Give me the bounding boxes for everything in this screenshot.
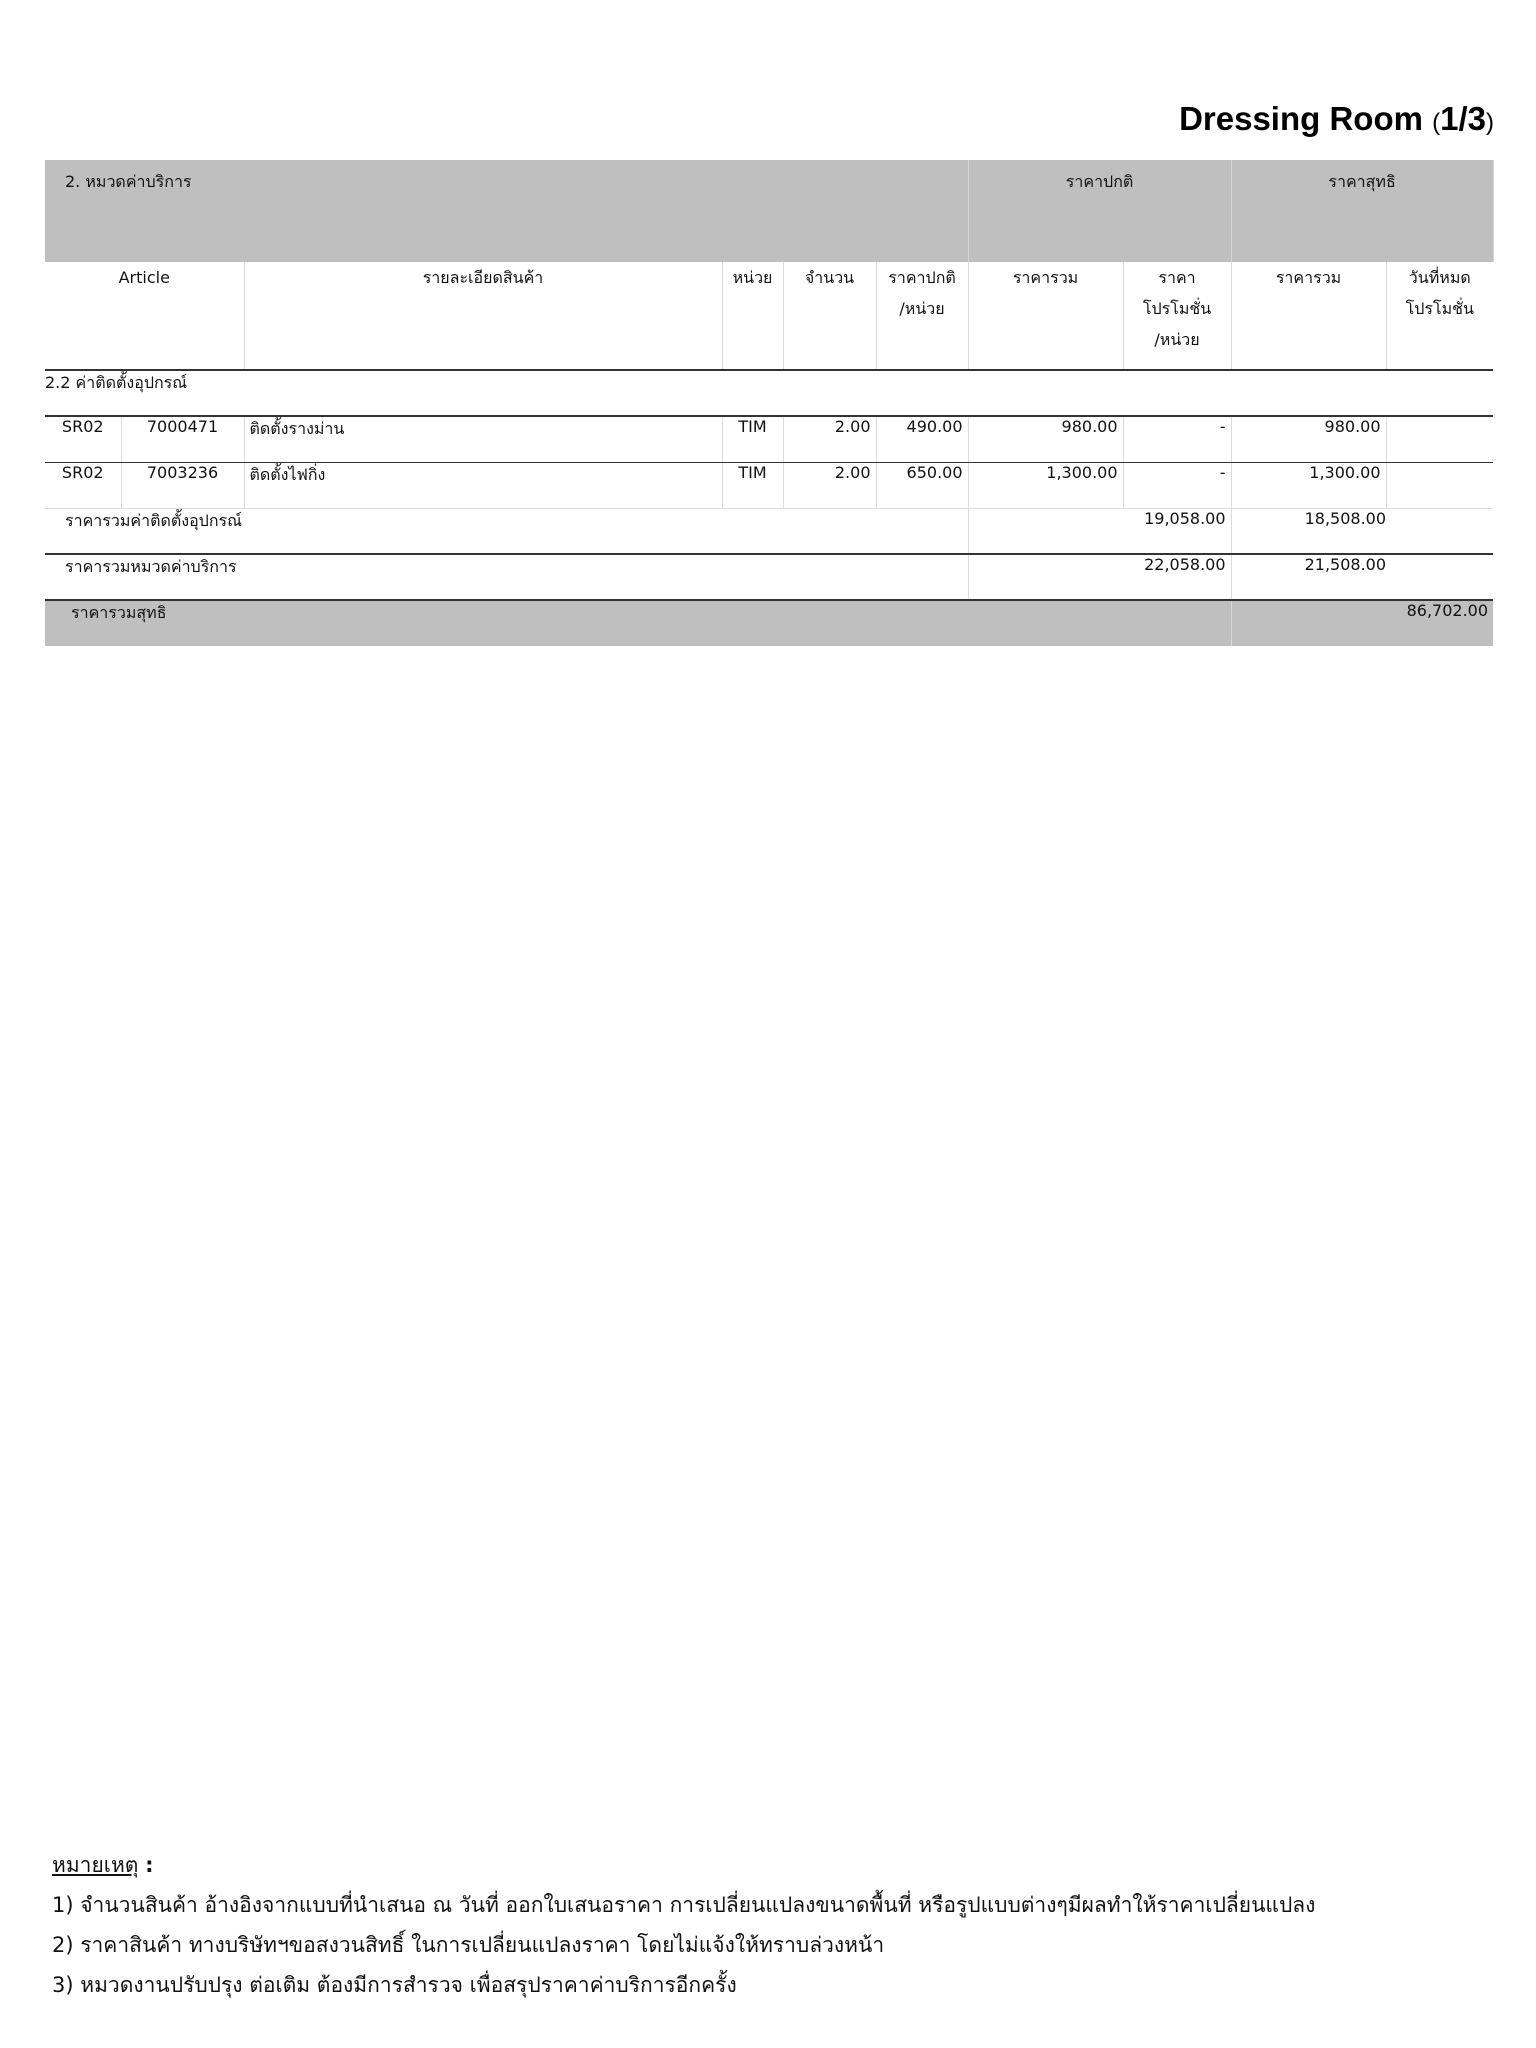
row-promo: - xyxy=(1123,462,1231,508)
row-promo-end xyxy=(1386,416,1493,462)
note-item-1: 1) จำนวนสินค้า อ้างอิงจากแบบที่นำเสนอ ณ วันที่ ออกใบเสนอราคา การเปลี่ยนแปลงขนาดพื้นที่ หรือรูปแบบต่างๆมีผลทำให้ราคาเปลี่ยนแปลง xyxy=(52,1893,1316,1917)
row-qty: 2.00 xyxy=(783,462,876,508)
subtotal-install-row xyxy=(45,508,1493,554)
row-article: 7003236 xyxy=(121,462,244,508)
grand-total-label: ราคารวมสุทธิ xyxy=(45,600,1231,646)
grand-total-row xyxy=(45,600,1493,646)
col-promo-line3: /หน่วย xyxy=(1154,330,1200,349)
row-qty: 2.00 xyxy=(783,416,876,462)
title-paren-close: ) xyxy=(1486,109,1494,136)
title-page: 1/3 xyxy=(1440,100,1486,137)
row-total: 980.00 xyxy=(968,416,1123,462)
table-row xyxy=(45,416,1493,462)
row-description: ติดตั้งรางม่าน xyxy=(244,416,722,462)
row-site: SR02 xyxy=(45,416,121,462)
row-net-total: 980.00 xyxy=(1231,416,1386,462)
note-item-3: 3) หมวดงานปรับปรุง ต่อเติม ต้องมีการสำรวจ เพื่อสรุปราคาค่าบริการอีกครั้ง xyxy=(52,1973,737,1997)
notes-heading-line xyxy=(52,1845,1315,1885)
subsection-label: 2.2 ค่าติดตั้งอุปกรณ์ xyxy=(45,370,1493,416)
row-unit: TIM xyxy=(722,416,783,462)
col-total-net: ราคารวม xyxy=(1231,262,1386,370)
col-promo-price xyxy=(1123,262,1231,370)
row-promo: - xyxy=(1123,416,1231,462)
subsection-row xyxy=(45,370,1493,416)
row-article: 7000471 xyxy=(121,416,244,462)
col-unit: หน่วย xyxy=(722,262,783,370)
col-promo-end-line2: โปรโมชั่น xyxy=(1405,299,1474,318)
col-promo-line1: ราคา xyxy=(1158,268,1196,287)
quotation-table xyxy=(45,160,1494,646)
column-header-row xyxy=(45,262,1493,370)
row-site: SR02 xyxy=(45,462,121,508)
page-title xyxy=(1179,100,1494,138)
note-item-2: 2) ราคาสินค้า ทางบริษัทฯขอสงวนสิทธิ์ ในการเปลี่ยนแปลงราคา โดยไม่แจ้งให้ทราบล่วงหน้า xyxy=(52,1933,885,1957)
notes-colon: : xyxy=(145,1853,154,1877)
row-promo-end xyxy=(1386,462,1493,508)
header-group-row xyxy=(45,160,1493,262)
subtotal-install-normal: 19,058.00 xyxy=(968,508,1231,554)
col-total-normal: ราคารวม xyxy=(968,262,1123,370)
title-paren-open: ( xyxy=(1432,109,1441,136)
subtotal-install-net-value: 18,508.00 xyxy=(1304,508,1387,528)
subtotal-service-label: ราคารวมหมวดค่าบริการ xyxy=(45,554,968,600)
col-unit-price-line2: /หน่วย xyxy=(899,299,945,318)
subtotal-service-net xyxy=(1231,554,1493,600)
table-row xyxy=(45,462,1493,508)
col-promo-end xyxy=(1386,262,1493,370)
row-unit-price: 650.00 xyxy=(876,462,968,508)
subtotal-service-row xyxy=(45,554,1493,600)
row-unit-price: 490.00 xyxy=(876,416,968,462)
subtotal-install-net xyxy=(1231,508,1493,554)
row-net-total: 1,300.00 xyxy=(1231,462,1386,508)
group-net-price: ราคาสุทธิ xyxy=(1231,160,1493,262)
section-label: 2. หมวดค่าบริการ xyxy=(45,160,968,262)
notes-section xyxy=(52,1845,1315,2005)
notes-heading: หมายเหตุ xyxy=(52,1853,139,1877)
row-total: 1,300.00 xyxy=(968,462,1123,508)
subtotal-service-net-value: 21,508.00 xyxy=(1304,555,1387,574)
col-description: รายละเอียดสินค้า xyxy=(244,262,722,370)
col-article: Article xyxy=(45,262,244,370)
title-main: Dressing Room xyxy=(1179,100,1423,137)
row-unit: TIM xyxy=(722,462,783,508)
grand-total-value: 86,702.00 xyxy=(1406,601,1489,620)
row-description: ติดตั้งไฟกิ่ง xyxy=(244,462,722,508)
group-normal-price: ราคาปกติ xyxy=(968,160,1231,262)
subtotal-install-label: ราคารวมค่าติดตั้งอุปกรณ์ xyxy=(45,508,968,554)
subtotal-service-normal: 22,058.00 xyxy=(968,554,1231,600)
col-qty: จำนวน xyxy=(783,262,876,370)
col-promo-end-line1: วันที่หมด xyxy=(1408,268,1471,287)
col-promo-line2: โปรโมชั่น xyxy=(1142,299,1212,318)
col-unit-price xyxy=(876,262,968,370)
col-unit-price-line1: ราคาปกติ xyxy=(888,268,956,287)
